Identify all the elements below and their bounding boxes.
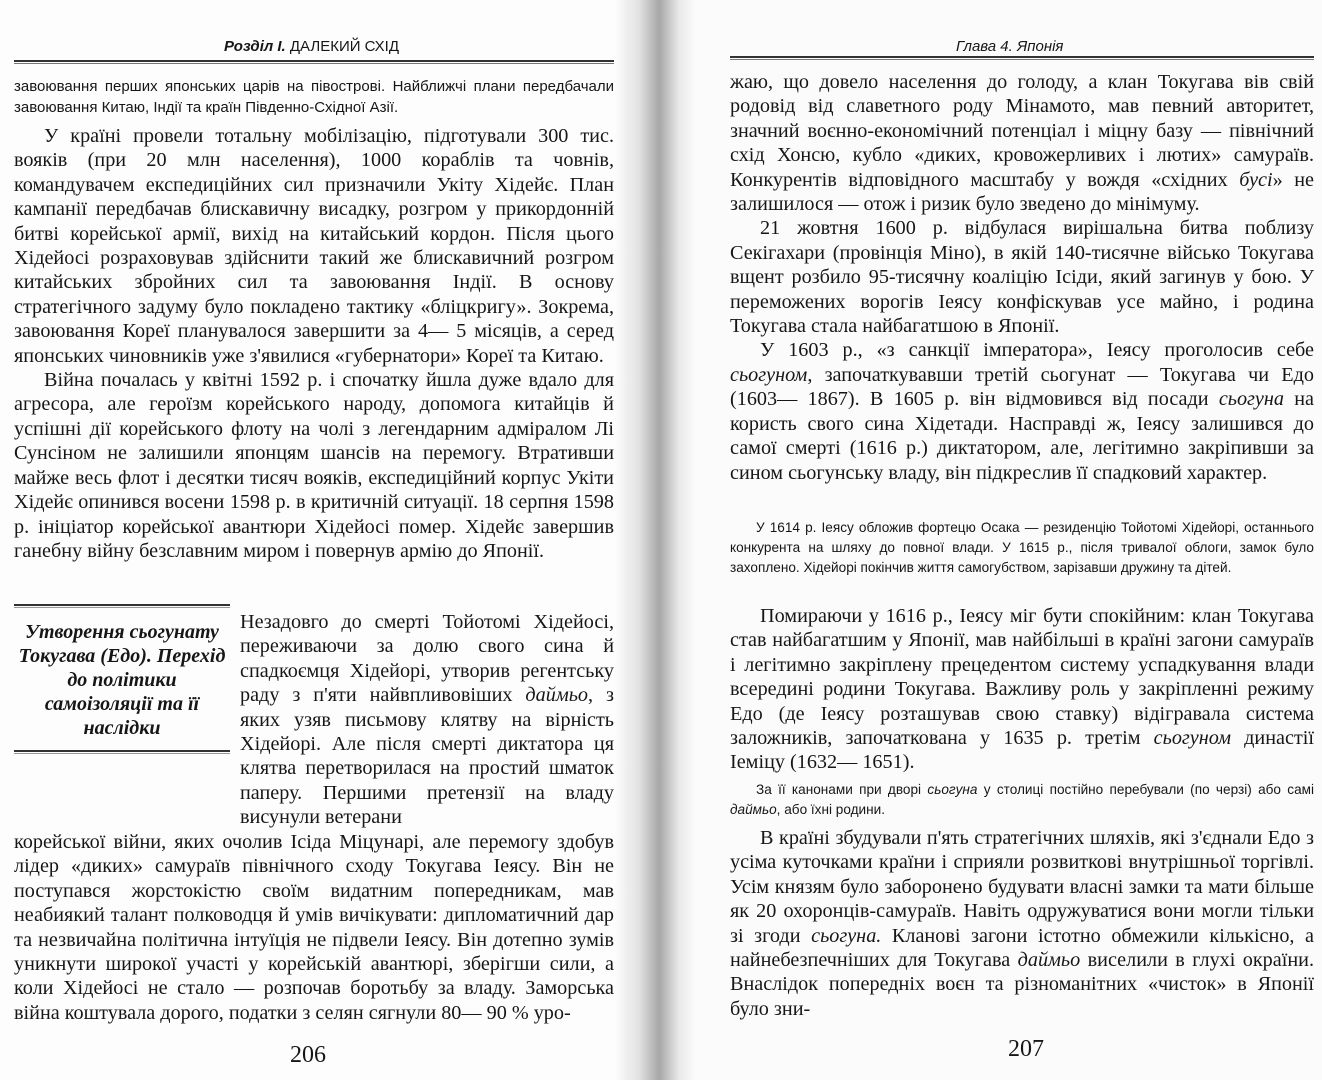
left-running-head (224, 38, 399, 55)
right-header-rule (730, 56, 1314, 60)
rn2-term-2: даймьо (730, 802, 777, 817)
left-page-number: 206 (290, 1042, 326, 1068)
rp3-part-c: на користь свого сина Хідетади. Насправді ж, Іеясу залишився до самої смерті (1616 р.) диктатором, але, легітимно закріпивши за сином сьогунську владу, він підкреслив її спадковий характер. (730, 388, 1314, 484)
rp5-part-c: виселили в глухі окраїни. Внаслідок попередніх воєн та різноманітних «чисток» в Японії було зни- (730, 949, 1314, 1020)
rp3-term-1: сьогуном (730, 363, 808, 386)
right-body-top (730, 70, 1314, 485)
right-header-prefix: Глава 4. (956, 38, 1013, 55)
right-body-bottom (730, 826, 1314, 1021)
p3-part-a: Незадовго до смерті Тойотомі Хідейосі, переживаючи за долю свого сина й спадкоємця Хідейорі, утворив регентську раду з п'яти найвпливовіших (240, 611, 614, 707)
right-paragraph-2: 21 жовтня 1600 р. відбулася вирішальна битва поблизу Секігахари (провінція Міно), в якій 140-тисячне військо Токугава вщент розбило 95-тисячну коаліцію Ісіди, який загинув у бою. У переможених ворогів Іеясу конфіскував усе майно, і родина Токугава стала найбагатшою в Японії. (730, 217, 1314, 338)
sidebar-bottom-rule (14, 750, 230, 754)
rp4-part-b: династії Іеміцу (1632— 1651). (730, 727, 1315, 774)
section-sidebar (14, 604, 230, 754)
right-body-middle (730, 604, 1314, 775)
left-page (0, 0, 630, 1080)
right-note-1 (730, 518, 1314, 578)
right-header-title: Японія (1017, 38, 1064, 55)
rp3-part-a: У 1603 р., «з санкції імператора», Іеясу проголосив себе (760, 339, 1314, 362)
rp5-part-b: Кланові загони істотно обмежили кількісно, а найнебезпечніших для Токугава (730, 924, 1315, 972)
right-page-number: 207 (1008, 1036, 1044, 1062)
rp3-part-b: , започаткувавши третій сьогунат — Токугава чи Едо (1603— 1867). В 1605 р. він відмовився від посади (730, 363, 1314, 411)
left-paragraph-1: У країні провели тотальну мобілізацію, підготували 300 тис. вояків (при 20 млн населення), 1000 кораблів та човнів, командувачем експедиційних сил призначили Укіту Хідейє. План кампанії передбачав блискавичну висадку, розгром у прикордонній битві корейської армії, вихід на китайський кордон. Після цього Хідейосі розраховував здійснити такий же блискавичний розгром китайських збройних сил та завоювання Індії. В основу стратегічного задуму було покладено тактику «бліцкригу». Зокрема, завоювання Кореї планувалося завершити за 4— 5 місяців, а серед японських чиновників уже з'явилися «губернатори» Кореї та Китаю. (14, 125, 614, 367)
rp3-term-2: сьогуна (1218, 388, 1284, 411)
rn2-part-b: у столиці постійно перебували (по черзі) або самі (977, 782, 1314, 797)
book-spine-shadow (615, 0, 695, 1080)
left-paragraph-3-end: корейської війни, яких очолив Ісіда Міцунарі, але перемогу здобув лідер «диких» самураїв північного сходу Токугава Іеясу. Він не поступався жорстокістю своїм видатним попередникам, мав неабиякий талант полководця й умів вичікувати: дипломатичний дар та незвичайна політична інтуїція не підвели Іеясу. Він дотепно зумів уникнути широкої участі у корейській авантюрі, зберігши сили, а коли Хідейосі не стало — розпочав боротьбу за владу. Заморська війна коштувала дорого, податки з селян сягнули 80— 90 % уро- (14, 831, 614, 1024)
rp1-part-b: » не залишилося — отож і ризик було зведено до мінімуму. (730, 168, 1314, 216)
p3-term-daimyo: даймьо (525, 684, 588, 707)
p3-part-b: , з яких узяв письмову клятву на вірність Хідейорі. Але після смерті диктатора ця клятва перетворилася на простий шматок паперу. Першими претензії на владу висунули ветерани (240, 684, 614, 829)
left-body-bottom (14, 830, 614, 1025)
right-paragraph-1 (730, 70, 1314, 216)
rp1-part-a: жаю, що довело населення до голоду, а клан Токугава вів свій родовід від славетного роду Мінамото, мав певний авторитет, значний воєнно-економічний потенціал і міцну базу — північний схід Хонсю, кубло «диких, кровожерливих і лютих» самураїв. Конкурентів відповідного масштабу у вождя «східних (730, 71, 1314, 191)
left-body-beside-sidebar (240, 610, 614, 830)
left-intro (14, 76, 614, 118)
rn2-part-c: , або їхні родини. (776, 802, 886, 817)
right-page (660, 0, 1322, 1080)
rp4-part-a: Помираючи у 1616 р., Іеясу міг бути спокійним: клан Токугава став найбагатшим у Японії, мав найбільші в країні загони самураїв і легітимно закріплену прецедентом систему успадкування влади всередині родини Токугава. Важливу роль у закріпленні режиму Едо (де Іеясу розташував свою ставку) відігравала система заложників, започаткована у 1635 р. третім (730, 605, 1314, 750)
rp5-term-2: даймьо (1017, 949, 1081, 972)
right-note-2-text (730, 780, 1314, 820)
right-note-2 (730, 780, 1314, 820)
right-note-1-text: У 1614 р. Іеясу обложив фортецю Осака — резиденцію Тойотомі Хідейорі, останнього конкурента на шляху до повної влади. У 1615 р., після тривалої облоги, замок було захоплено. Хідейорі покінчив життя самогубством, зарізавши дружину та дітей. (730, 520, 1314, 575)
left-header-rule (14, 60, 614, 64)
left-header-prefix: Розділ І. (224, 38, 286, 55)
rn2-term-1: сьогуна (927, 782, 978, 797)
right-running-head (956, 38, 1063, 55)
sidebar-section-title: Утворення сьогунату Токугава (Едо). Перехід до політики самоізоляції та її наслідки (18, 621, 226, 739)
rp1-term-busi: буcі (1239, 168, 1273, 191)
rp5-part-a: В країні збудували п'ять стратегічних шляхів, які з'єднали Едо з усіма куточками країни і сприяли розвиткові внутрішньої торгівлі. Усім князям було заборонено будувати власні замки та мати більше як 20 охоронців-самураїв. Навіть одружуватися вони могли тільки зі згоди (730, 827, 1314, 947)
rp4-term: сьогуном (1153, 727, 1231, 750)
right-paragraph-3 (730, 338, 1314, 484)
rp5-term-1: сьогуна. (811, 924, 882, 947)
left-header-title: ДАЛЕКИЙ СХІД (289, 38, 400, 55)
left-paragraph-2: Війна почалась у квітні 1592 р. і спочатку йшла дуже вдало для агресора, але героїзм корейського народу, допомога китайців й успішні дії корейського флоту на чолі з легендарним адміралом Лі Сунсіном не залишили японцям шансів на перемогу. Втративши майже весь флот і десятки тисяч вояків, експедиційний корпус Укіти Хідейє опинився восени 1598 р. в критичній ситуації. 18 серпня 1598 р. ініціатор корейської авантюри Хідейосі помер. Хідейє завершив ганебну війну безславним миром і повернув армію до Японії. (14, 369, 614, 562)
left-intro-text: завоювання перших японських царів на півострові. Найближчі плани передбачали завоювання Китаю, Індії та країн Південно-Східної Азії. (14, 78, 614, 116)
rn2-part-a: За її канонами при дворі (756, 782, 928, 797)
left-body-top (14, 124, 614, 563)
right-paragraph-5 (730, 826, 1314, 1021)
right-paragraph-4 (730, 604, 1314, 775)
left-paragraph-3-start (240, 610, 614, 830)
